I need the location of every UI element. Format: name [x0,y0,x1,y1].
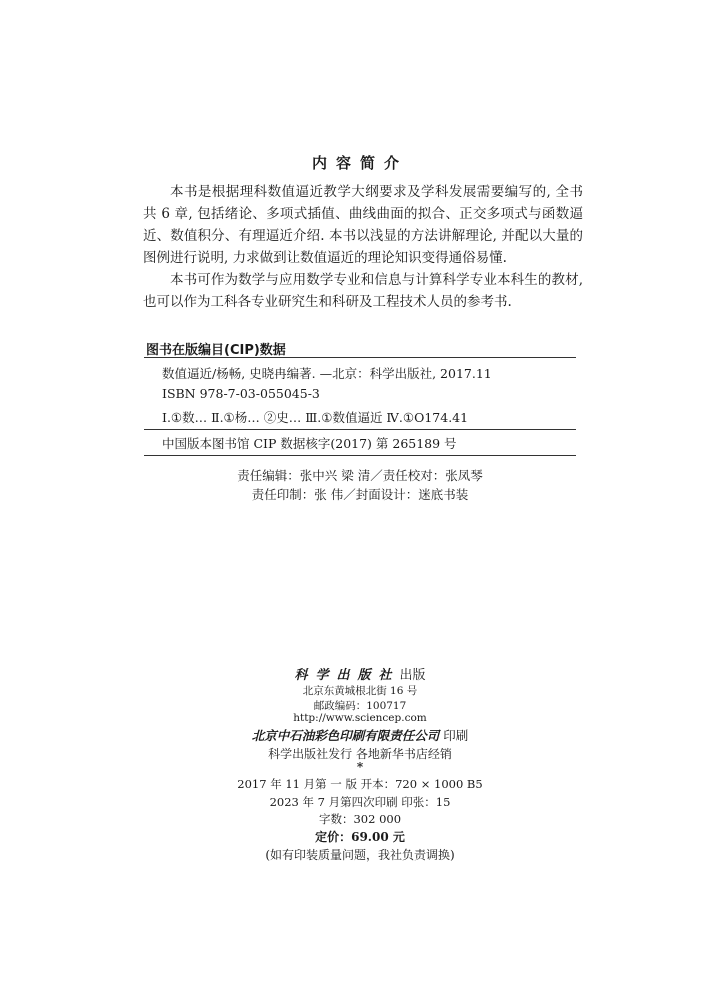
cip-top-rule [144,357,576,358]
edition-line-2: 2023 年 7 月第四次印刷 印张：15 [269,795,451,809]
intro-paragraph-2: 本书可作为数学与应用数学专业和信息与计算科学专业本科生的教材, 也可以作为工科各专业研究生和科研及工程技术人员的参考书. [143,272,583,310]
publisher-address: 北京东黄城根北街 16 号 [302,685,418,697]
publisher-postcode: 邮政编码：100717 [313,700,407,712]
cip-bottom-rule [144,455,576,456]
price: 定价：69.00 元 [315,830,405,844]
word-count: 字数：302 000 [318,812,402,826]
intro-body [143,181,583,313]
quality-note: (如有印装质量问题，我社负责调换) [265,848,455,862]
intro-title: 内容简介 [311,154,408,172]
cip-mid-rule [144,429,576,430]
star-separator: * [356,760,364,774]
print-suffix: 印刷 [443,728,469,743]
printer-name: 北京中石油彩色印刷有限责任公司 [251,728,440,743]
edition-line-1: 2017 年 11 月第 一 版 开本：720 × 1000 B5 [237,777,483,791]
staff-line-1: 责任编辑：张中兴 梁 清／责任校对：张凤琴 [237,468,483,483]
staff-line-2: 责任印制：张 伟／封面设计：迷底书装 [251,487,469,502]
publisher-line [0,664,720,683]
publisher-url: http://www.sciencep.com [293,712,427,724]
publish-suffix: 出版 [399,668,426,683]
intro-paragraph-1: 本书是根据理科数值逼近教学大纲要求及学科发展需要编写的, 全书共 6 章, 包括绪论、多项式插值、曲线曲面的拟合、正交多项式与函数逼近、数值积分、有理逼近介绍. 本书以浅显的方法讲解理论, 并配以大量的图例进行说明, 力求做到让数值逼近的理论知识变得通俗易懂. [143,184,583,266]
cip-line-4: 中国版本图书馆 CIP 数据核字(2017) 第 265189 号 [162,436,457,451]
cip-line-2: ISBN 978-7-03-055045-3 [162,386,320,401]
cip-line-3: Ⅰ.①数… Ⅱ.①杨… ②史… Ⅲ.①数值逼近 Ⅳ.①O174.41 [162,410,469,425]
publisher-logo-text: 科学出版社 [294,668,400,683]
printer-line [0,726,720,744]
cip-line-1: 数值逼近/杨畅, 史晓冉编著. —北京：科学出版社, 2017.11 [162,366,492,381]
cip-heading: 图书在版编目(CIP)数据 [146,343,286,358]
distribution-line: 科学出版社发行 各地新华书店经销 [268,747,452,761]
